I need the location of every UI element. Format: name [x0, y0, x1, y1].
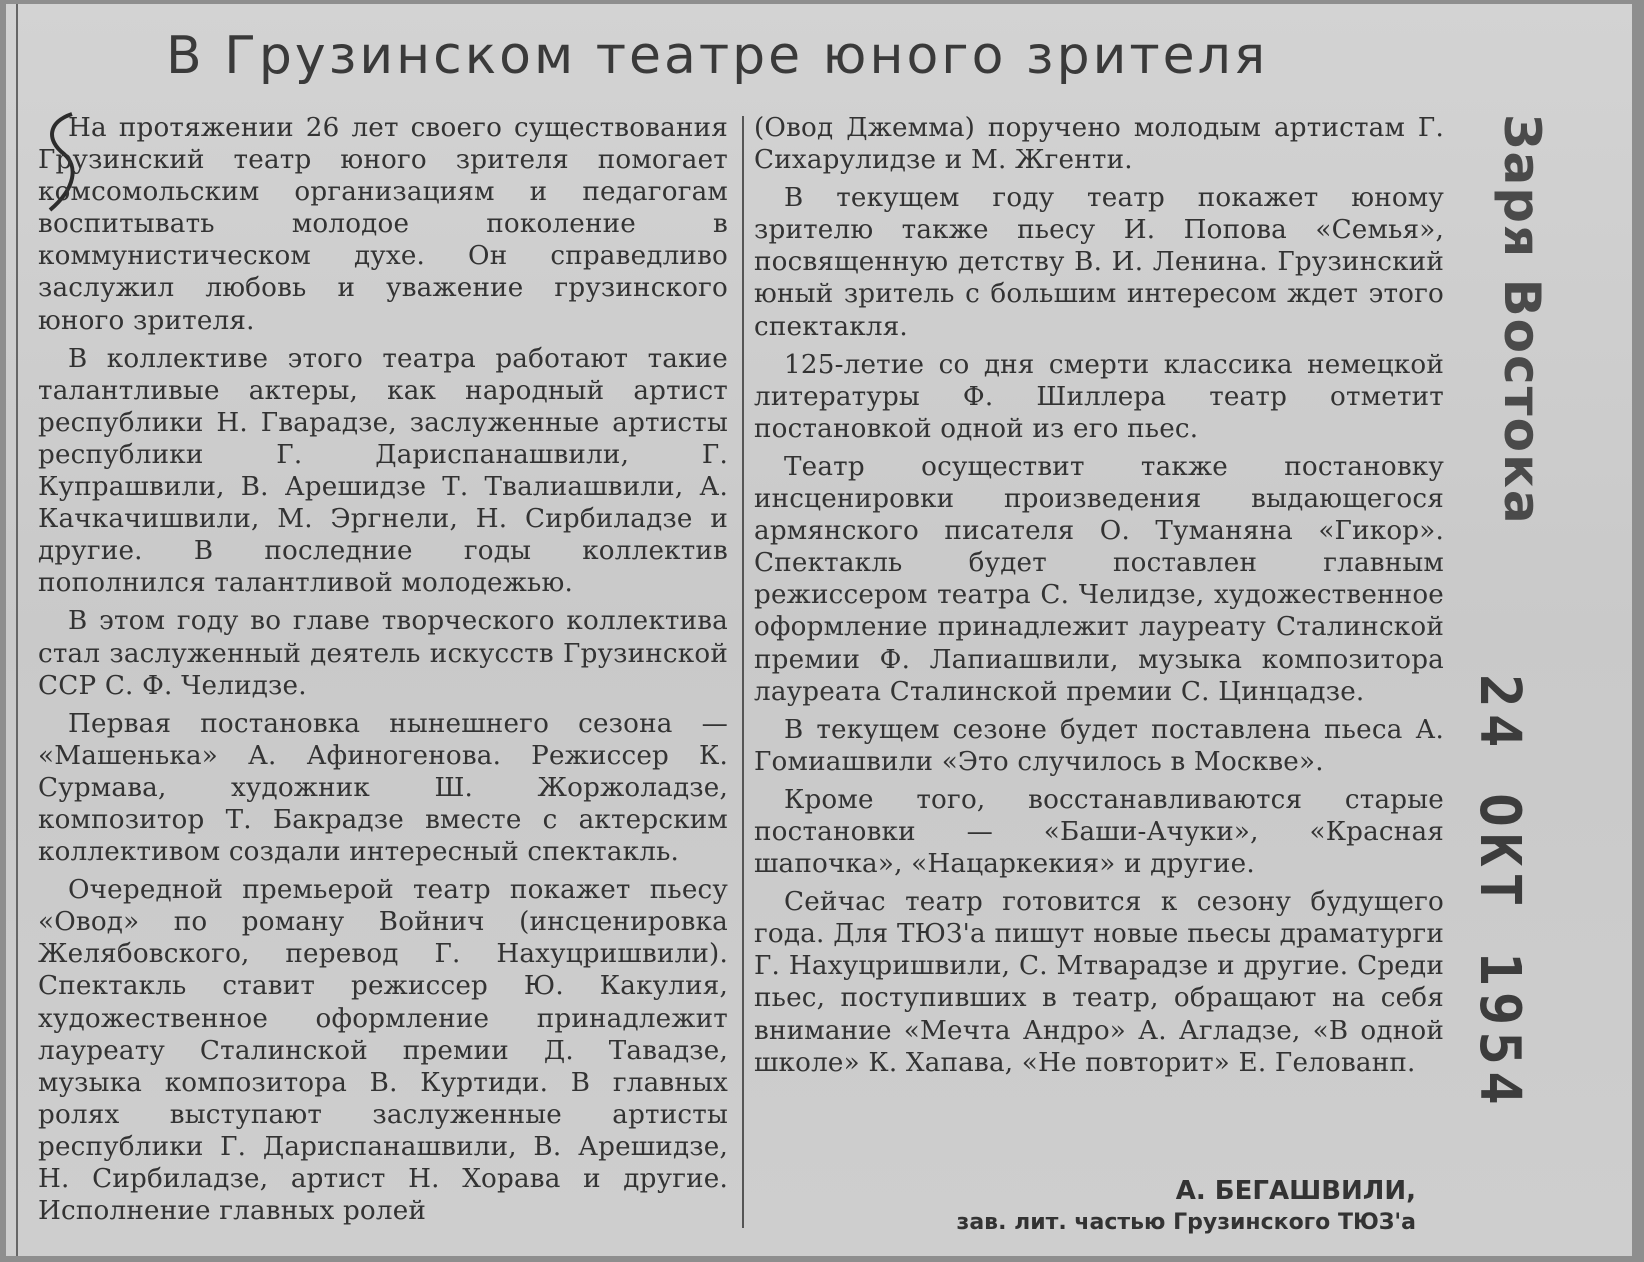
newspaper-name: Заря Востока: [1493, 114, 1551, 526]
paragraph: Театр осуществит также постановку инсценировки произведения выдающегося армянского писателя О. Туманяна «Гикор». Спектакль будет поставлен главным режиссером театра С. Челидзе, художественное оформление принадлежит лауреату Сталинской премии Ф. Лапиашвили, музыка композитора лауреата Сталинской премии С. Цинцадзе.: [754, 451, 1444, 707]
stamp-date: 24 ОКТ 1954: [1467, 674, 1532, 1111]
paragraph: 125-летие со дня смерти классика немецкой литературы Ф. Шиллера театр отметит постановкой одной из его пьес.: [754, 349, 1444, 444]
paragraph: В коллективе этого театра работают такие талантливые актеры, как народный артист республики Н. Гварадзе, заслуженные артисты республики Г. Дариспанашвили, Г. Купрашвили, В. Арешидзе Т. Твалиашвили, А. Качкачишвили, М. Эргнели, Н. Сирбиладзе и другие. В последние годы коллектив пополнился талантливой молодежью.: [38, 343, 728, 599]
date-stamp: [1454, 674, 1564, 1111]
newspaper-clipping: [6, 4, 1632, 1256]
article-headline: В Грузинском театре юного зрителя: [166, 26, 1269, 86]
right-column: [754, 112, 1444, 1085]
paragraph: Первая постановка нынешнего сезона — «Машенька» А. Афиногенова. Режиссер К. Сурмава, художник Ш. Жоржоладзе, композитор Т. Бакрадзе вместе с актерским коллективом создали интересный спектакль.: [38, 708, 728, 868]
author-name: А. БЕГАШВИЛИ,: [1175, 1176, 1416, 1206]
paragraph: На протяжении 26 лет своего существования Грузинский театр юного зрителя помогает комсомольским организациям и педагогам воспитывать молодое поколение в коммунистическом духе. Он справедливо заслужил любовь и уважение грузинского юного зрителя.: [38, 113, 728, 336]
paragraph-continuation: (Овод Джемма) поручено молодым артистам Г. Сихарулидзе и М. Жгенти.: [754, 113, 1444, 176]
newspaper-name-stamp: [1471, 114, 1581, 544]
paragraph: Очередной премьерой театр покажет пьесу «Овод» по роману Войнич (инсценировка Желябовского, перевод Г. Нахуцришвили). Спектакль ставит режиссер Ю. Какулия, художественное оформление принадлежит лауреату Сталинской премии Д. Тавадзе, музыка композитора В. Куртиди. В главных ролях выступают заслуженные артисты республики Г. Дариспанашвили, В. Арешидзе, Н. Сирбиладзе, артист Н. Хорава и другие. Исполнение главных ролей: [38, 875, 728, 1227]
author-role: зав. лит. частью Грузинского ТЮЗ'а: [956, 1210, 1416, 1235]
paragraph: В этом году во главе творческого коллектива стал заслуженный деятель искусств Грузинской ССР С. Ф. Челидзе.: [38, 606, 728, 701]
column-divider: [742, 116, 744, 1228]
paragraph: Кроме того, восстанавливаются старые постановки — «Баши-Ачуки», «Красная шапочка», «Нацаркекия» и другие.: [754, 784, 1444, 880]
author-signature: [746, 1176, 1416, 1235]
paragraph: В текущем сезоне будет поставлена пьеса А. Гомиашвили «Это случилось в Москве».: [754, 714, 1444, 777]
paragraph: В текущем году театр покажет юному зрителю также пьесу И. Попова «Семья», посвященную детству В. И. Ленина. Грузинский юный зритель с большим интересом ждет этого спектакля.: [754, 183, 1444, 342]
left-column: [38, 112, 728, 1233]
paragraph: Сейчас театр готовится к сезону будущего года. Для ТЮЗ'а пишут новые пьесы драматурги Г. Нахуцришвили, С. Мтварадзе и другие. Среди пьес, поступивших в театр, обращают на себя внимание «Мечта Андро» А. Агладзе, «В одной школе» К. Хапава, «Не повторит» Е. Гелованп.: [754, 887, 1444, 1078]
clipping-edge: [16, 4, 18, 1256]
